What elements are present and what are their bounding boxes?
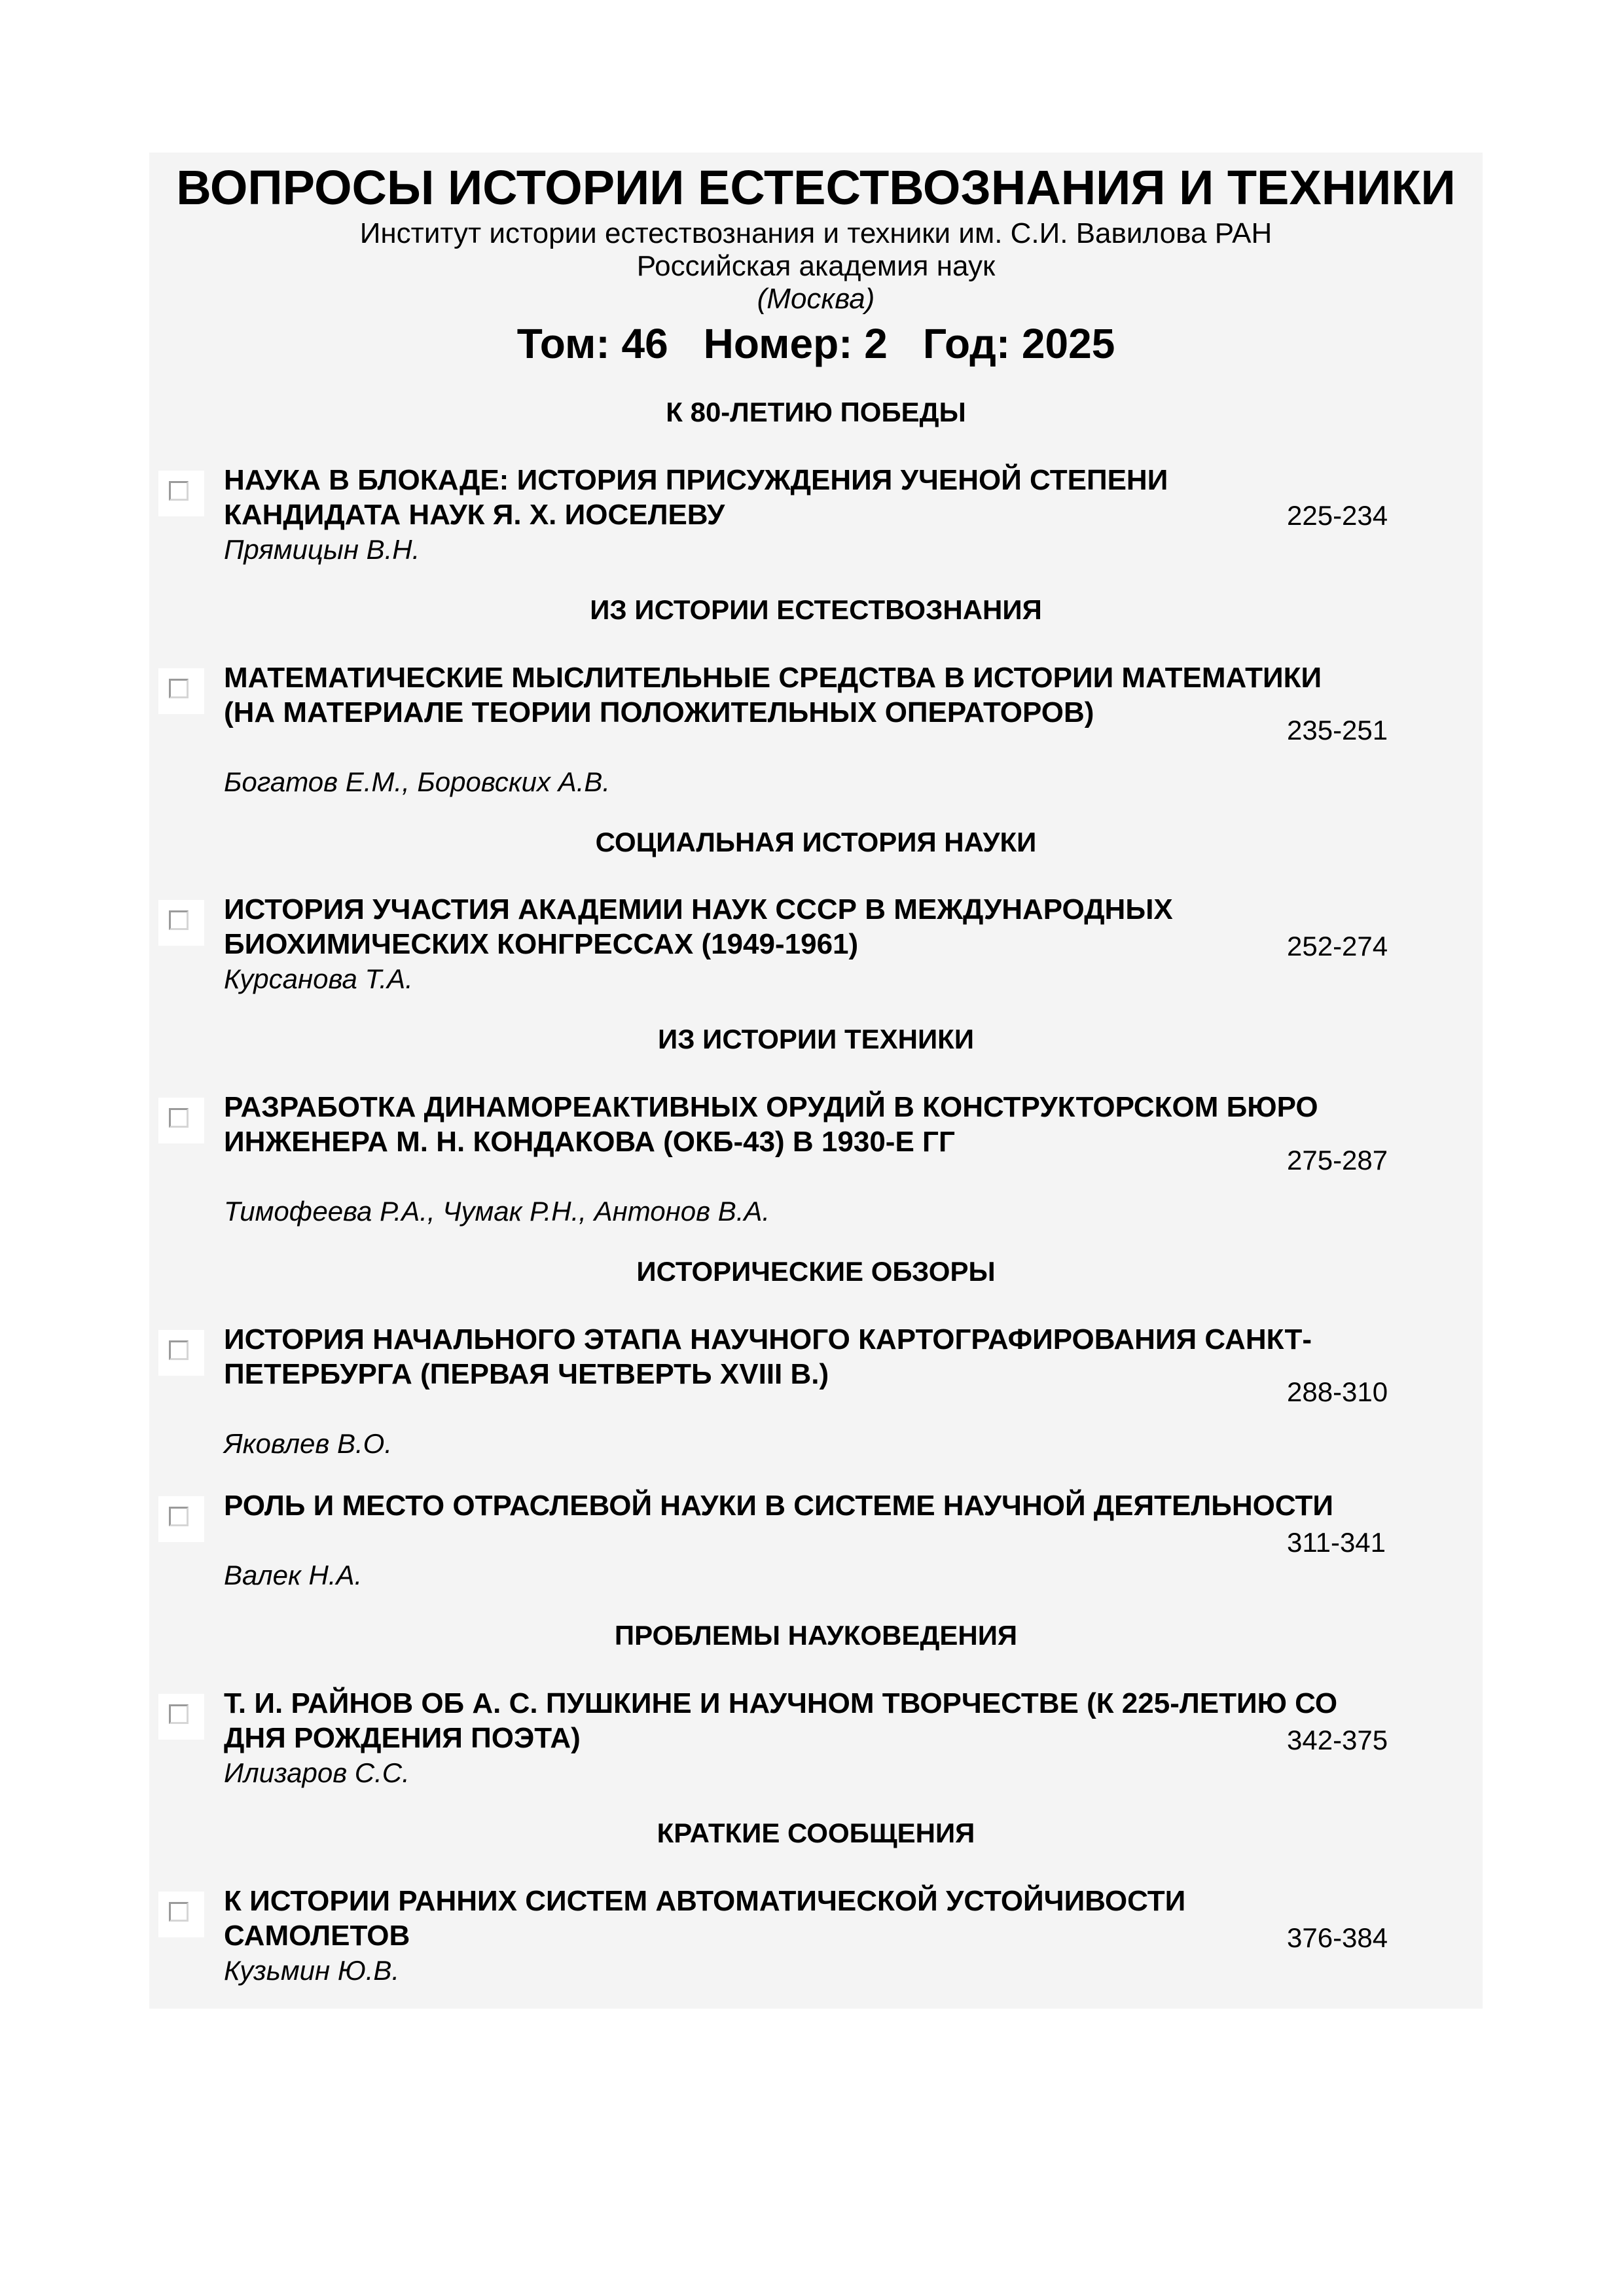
section-title: КРАТКИЕ СООБЩЕНИЯ	[657, 1818, 975, 1848]
article-title[interactable]: НАУКА В БЛОКАДЕ: ИСТОРИЯ ПРИСУЖДЕНИЯ УЧЕНОЙ СТЕПЕНИ КАНДИДАТА НАУК Я. Х. ИОСЕЛЕВУ	[224, 464, 1168, 531]
checkbox-icon	[169, 1507, 189, 1526]
section-title: ИЗ ИСТОРИИ ТЕХНИКИ	[658, 1024, 974, 1054]
section-title: К 80-ЛЕТИЮ ПОБЕДЫ	[666, 397, 966, 427]
institute-name: Институт истории естествознания и техники им. С.И. Вавилова РАН	[359, 217, 1272, 249]
checkbox-icon	[169, 1704, 189, 1724]
issue-number: Номер: 2	[703, 320, 888, 367]
article-title[interactable]: К ИСТОРИИ РАННИХ СИСТЕМ АВТОМАТИЧЕСКОЙ УСТОЙЧИВОСТИ САМОЛЕТОВ	[224, 1885, 1186, 1952]
section-title: ПРОБЛЕМЫ НАУКОВЕДЕНИЯ	[614, 1620, 1018, 1651]
issue-info	[149, 316, 1483, 371]
article-title[interactable]: МАТЕМАТИЧЕСКИЕ МЫСЛИТЕЛЬНЫЕ СРЕДСТВА В ИСТОРИИ МАТЕМАТИКИ (НА МАТЕРИАЛЕ ТЕОРИИ ПОЛОЖИТЕЛЬНЫХ ОПЕРАТОРОВ)	[224, 662, 1322, 728]
select-article-checkbox[interactable]	[158, 1496, 204, 1542]
article-pages: 342-375	[1287, 1725, 1388, 1755]
section-title: СОЦИАЛЬНАЯ ИСТОРИЯ НАУКИ	[595, 827, 1037, 857]
journal-title: ВОПРОСЫ ИСТОРИИ ЕСТЕСТВОЗНАНИЯ И ТЕХНИКИ	[176, 160, 1456, 215]
article-pages: 225-234	[1287, 500, 1388, 531]
select-article-checkbox[interactable]	[158, 1694, 204, 1740]
issue-volume: Том: 46	[516, 320, 668, 367]
select-article-checkbox[interactable]	[158, 900, 204, 946]
article-authors: Яковлев В.О.	[224, 1428, 393, 1459]
article-pages: 311-341	[1287, 1527, 1386, 1558]
article-pages: 376-384	[1287, 1922, 1388, 1953]
article-authors: Валек Н.А.	[224, 1560, 363, 1590]
article-pages: 288-310	[1287, 1376, 1388, 1407]
academy-name: Российская академия наук	[636, 250, 996, 282]
article-authors: Курсанова Т.А.	[224, 963, 413, 994]
article-pages: 235-251	[1287, 715, 1388, 745]
checkbox-icon	[169, 679, 189, 698]
article-authors: Илизаров С.С.	[224, 1757, 410, 1788]
select-article-checkbox[interactable]	[158, 1892, 204, 1937]
checkbox-icon	[169, 910, 189, 930]
article-authors: Богатов Е.М., Боровских А.В.	[224, 766, 611, 797]
section-title: ИСТОРИЧЕСКИЕ ОБЗОРЫ	[636, 1256, 996, 1287]
article-title[interactable]: Т. И. РАЙНОВ ОБ А. С. ПУШКИНЕ И НАУЧНОМ ТВОРЧЕСТВЕ (К 225-ЛЕТИЮ СО ДНЯ РОЖДЕНИЯ ПОЭТА)	[224, 1687, 1338, 1754]
select-article-checkbox[interactable]	[158, 1098, 204, 1143]
article-title[interactable]: ИСТОРИЯ УЧАСТИЯ АКАДЕМИИ НАУК СССР В МЕЖДУНАРОДНЫХ БИОХИМИЧЕСКИХ КОНГРЕССАХ (1949-1961)	[224, 893, 1173, 960]
select-article-checkbox[interactable]	[158, 471, 204, 516]
checkbox-icon	[169, 1340, 189, 1360]
checkbox-icon	[169, 481, 189, 501]
issue-year: Год: 2025	[922, 320, 1115, 367]
checkbox-icon	[169, 1902, 189, 1922]
article-authors: Кузьмин Ю.В.	[224, 1955, 400, 1986]
city-name: (Москва)	[757, 283, 875, 315]
section-title: ИЗ ИСТОРИИ ЕСТЕСТВОЗНАНИЯ	[590, 594, 1042, 625]
select-article-checkbox[interactable]	[158, 668, 204, 714]
article-title[interactable]: РОЛЬ И МЕСТО ОТРАСЛЕВОЙ НАУКИ В СИСТЕМЕ НАУЧНОЙ ДЕЯТЕЛЬНОСТИ	[224, 1490, 1334, 1522]
article-pages: 252-274	[1287, 931, 1388, 961]
select-article-checkbox[interactable]	[158, 1330, 204, 1376]
article-title[interactable]: РАЗРАБОТКА ДИНАМОРЕАКТИВНЫХ ОРУДИЙ В КОНСТРУКТОРСКОМ БЮРО ИНЖЕНЕРА М. Н. КОНДАКОВА (ОКБ-43) В 1930-Е ГГ	[224, 1091, 1318, 1158]
article-authors: Тимофеева Р.А., Чумак Р.Н., Антонов В.А.	[224, 1196, 770, 1227]
article-title[interactable]: ИСТОРИЯ НАЧАЛЬНОГО ЭТАПА НАУЧНОГО КАРТОГРАФИРОВАНИЯ САНКТ-ПЕТЕРБУРГА (ПЕРВАЯ ЧЕТВЕРТЬ XVIII В.)	[224, 1323, 1312, 1390]
contents-panel	[149, 152, 1483, 2009]
article-authors: Прямицын В.Н.	[224, 534, 420, 565]
checkbox-icon	[169, 1108, 189, 1128]
article-pages: 275-287	[1287, 1145, 1388, 1175]
